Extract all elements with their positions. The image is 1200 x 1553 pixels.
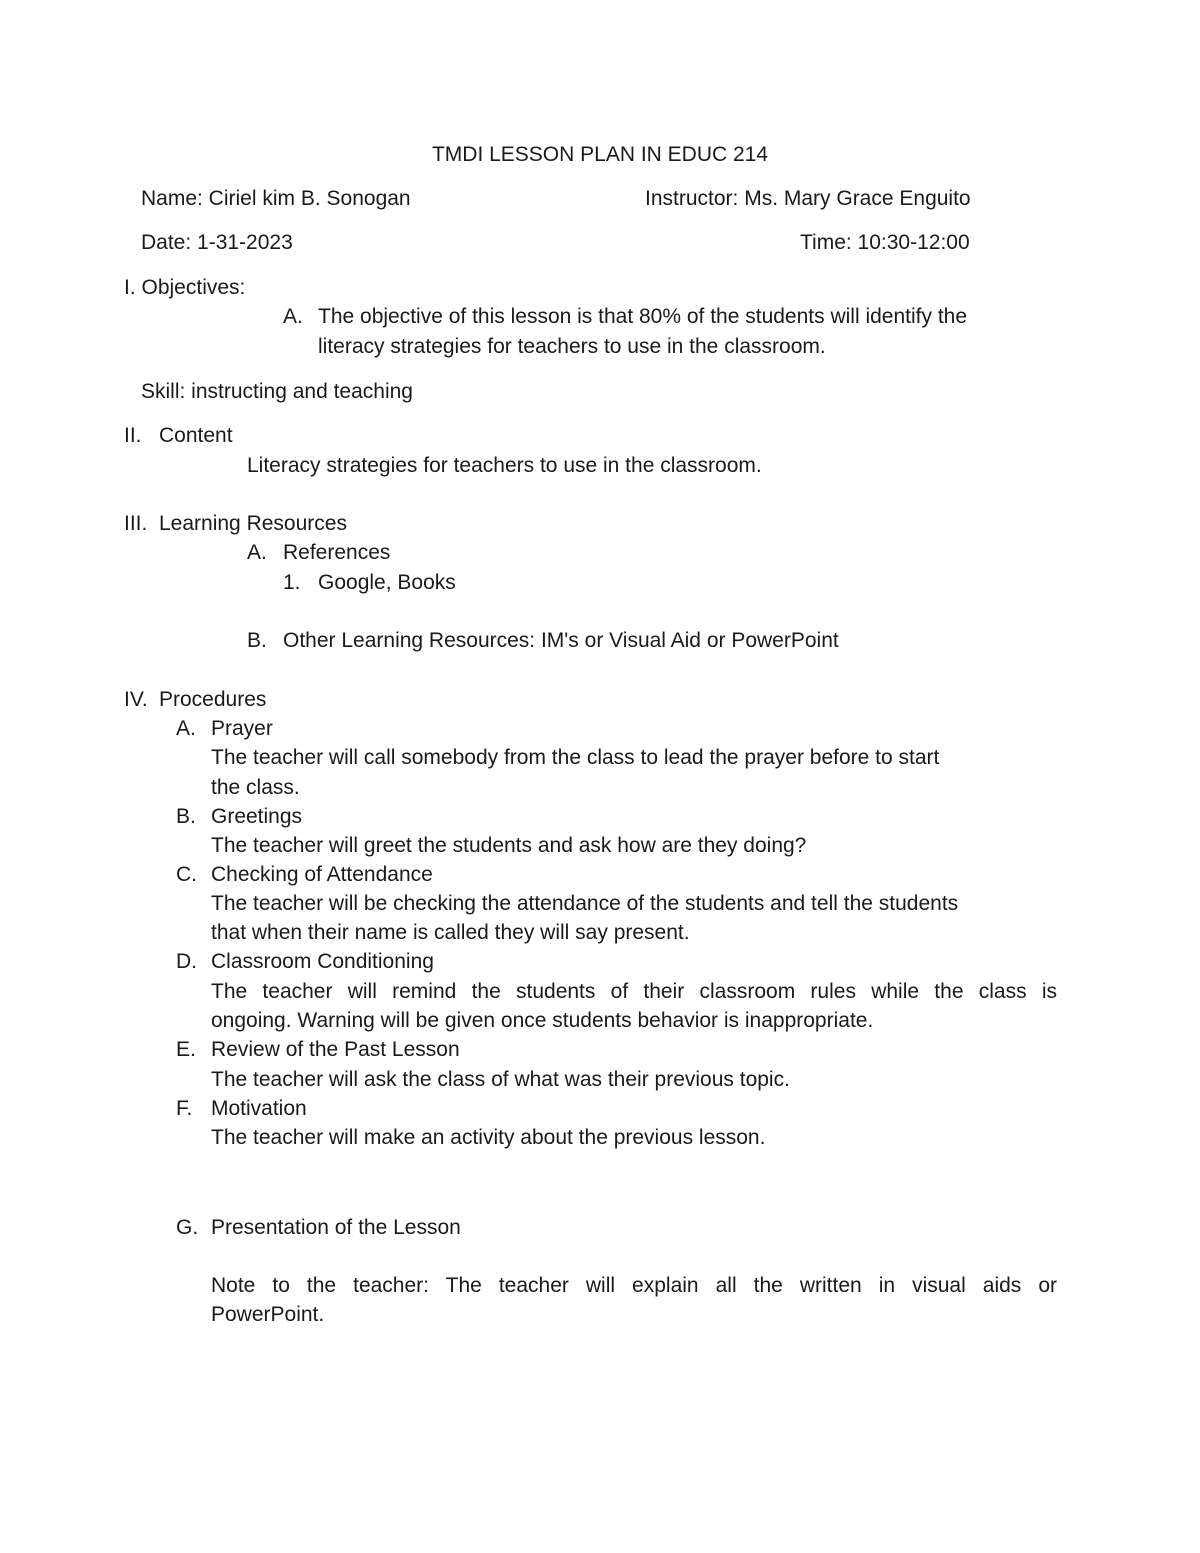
- procedure-g-text: [211, 1271, 1057, 1329]
- procedures-marker: IV.: [124, 688, 148, 711]
- procedure-c-text-line2: that when their name is called they will say present.: [211, 921, 690, 944]
- references-marker: A.: [247, 541, 267, 564]
- objective-a-text-line2: literacy strategies for teachers to use in the classroom.: [318, 335, 826, 358]
- content-marker: II.: [124, 424, 142, 447]
- resources-marker: III.: [124, 512, 148, 535]
- procedure-f-marker: F.: [176, 1097, 193, 1120]
- procedure-g-marker: G.: [176, 1216, 199, 1239]
- reference-1-marker: 1.: [283, 571, 301, 594]
- content-heading: Content: [159, 424, 233, 447]
- procedure-d-text: [211, 977, 1057, 1035]
- procedure-b-text-line1: The teacher will greet the students and ask how are they doing?: [211, 834, 807, 857]
- procedure-a-label: Prayer: [211, 717, 273, 740]
- procedure-c-marker: C.: [176, 863, 197, 886]
- references-label: References: [283, 541, 391, 564]
- procedure-a-text-line1: The teacher will call somebody from the class to lead the prayer before to start: [211, 746, 940, 769]
- procedure-d-label: Classroom Conditioning: [211, 950, 434, 973]
- procedure-d-text-line1: The teacher will remind the students of their classroom rules while the class is: [211, 980, 1057, 1003]
- procedure-f-label: Motivation: [211, 1097, 307, 1120]
- procedure-g-text-line1: Note to the teacher: The teacher will explain all the written in visual aids or: [211, 1274, 1057, 1297]
- procedure-b-label: Greetings: [211, 805, 303, 828]
- objectives-heading: I. Objectives:: [124, 276, 246, 299]
- resources-heading: Learning Resources: [159, 512, 347, 535]
- objective-a-marker: A.: [283, 305, 303, 328]
- skill-statement: Skill: instructing and teaching: [141, 380, 413, 403]
- procedure-d-text-line2: ongoing. Warning will be given once students behavior is inappropriate.: [211, 1009, 874, 1032]
- content-text: Literacy strategies for teachers to use in the classroom.: [247, 454, 762, 477]
- procedure-a-text-line2: the class.: [211, 776, 300, 799]
- procedure-c-text-line1: The teacher will be checking the attendance of the students and tell the students: [211, 892, 959, 915]
- procedure-d-marker: D.: [176, 950, 197, 973]
- lesson-time: Time: 10:30-12:00: [800, 231, 970, 254]
- procedure-g-text-line2: PowerPoint.: [211, 1303, 325, 1326]
- procedure-c-label: Checking of Attendance: [211, 863, 433, 886]
- procedure-a-marker: A.: [176, 717, 196, 740]
- procedure-g-label: Presentation of the Lesson: [211, 1216, 461, 1239]
- lesson-date: Date: 1-31-2023: [141, 231, 293, 254]
- other-resources-marker: B.: [247, 629, 267, 652]
- procedure-f-text-line1: The teacher will make an activity about the previous lesson.: [211, 1126, 766, 1149]
- procedure-e-marker: E.: [176, 1038, 196, 1061]
- student-name: Name: Ciriel kim B. Sonogan: [141, 187, 411, 210]
- procedure-b-marker: B.: [176, 805, 196, 828]
- instructor-name: Instructor: Ms. Mary Grace Enguito: [645, 187, 971, 210]
- procedures-heading: Procedures: [159, 688, 267, 711]
- reference-1-text: Google, Books: [318, 571, 456, 594]
- other-resources-label: Other Learning Resources: IM's or Visual Aid or PowerPoint: [283, 629, 839, 652]
- procedure-e-text-line1: The teacher will ask the class of what was their previous topic.: [211, 1068, 790, 1091]
- procedure-e-label: Review of the Past Lesson: [211, 1038, 460, 1061]
- objective-a-text-line1: The objective of this lesson is that 80% of the students will identify the: [318, 305, 968, 328]
- document-title: TMDI LESSON PLAN IN EDUC 214: [431, 143, 769, 166]
